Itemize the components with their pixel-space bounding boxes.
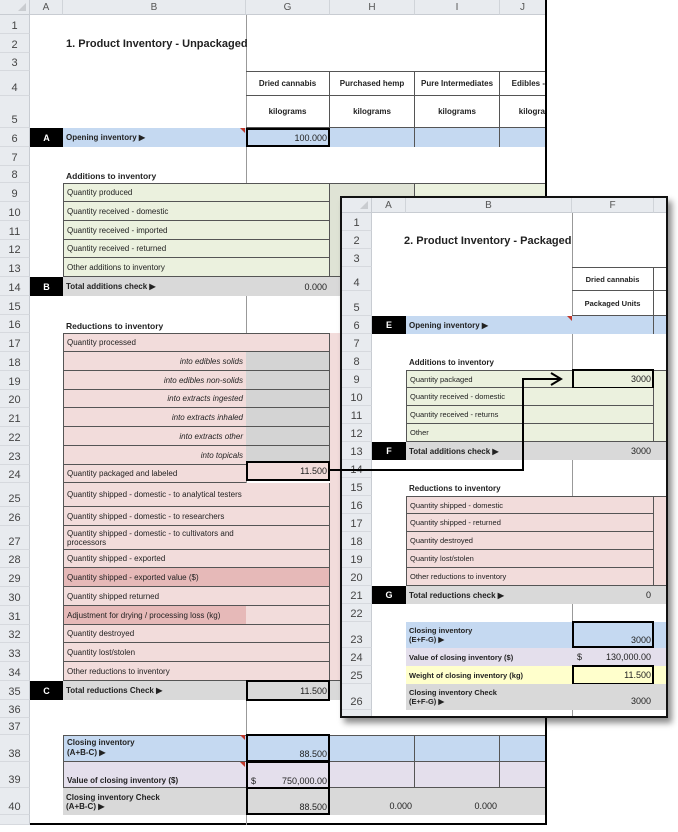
reduction-input[interactable] [572, 550, 654, 568]
reduction-input[interactable] [246, 352, 330, 371]
closing-value-edibles[interactable] [500, 762, 545, 788]
closing-inventory-value: 3000 [572, 621, 654, 648]
quantity-packaged-labeled-value[interactable]: 11.500 [246, 461, 330, 481]
row-header[interactable]: 4 [342, 267, 372, 291]
closing-inventory-edibles [500, 735, 545, 762]
closing-weight-value[interactable]: 11.500 [572, 665, 654, 685]
row-header[interactable]: 15 [0, 296, 30, 315]
closing-inventory-label [63, 735, 246, 762]
addition-input[interactable] [246, 183, 330, 202]
product-header-partial [654, 267, 668, 291]
reduction-sublabel: into topicals [63, 446, 246, 465]
closing-check-intermediates: 0.000 [415, 788, 500, 815]
marker-e: E [372, 316, 406, 334]
addition-input[interactable] [572, 388, 654, 406]
closing-value-intermediates[interactable] [415, 762, 500, 788]
row-header[interactable]: 32 [0, 625, 30, 643]
row-header[interactable]: 35 [0, 681, 30, 700]
row-header[interactable]: 22 [0, 427, 30, 446]
additions-heading: Additions to inventory [66, 170, 157, 181]
closing-inventory-label-line2: (A+B-C) ▶ [67, 747, 106, 757]
reduction-label: Quantity shipped - returned [406, 514, 572, 532]
unit-header: kilograms [330, 96, 415, 128]
row-header[interactable]: 19 [0, 371, 30, 390]
opening-inventory-edibles[interactable] [500, 128, 545, 147]
page-title: 1. Product Inventory - Unpackaged [66, 38, 248, 50]
col-header-b[interactable]: B [63, 0, 246, 15]
addition-label: Quantity received - returned [63, 240, 246, 258]
row-header[interactable]: 26 [342, 684, 372, 710]
closing-inventory-hemp [330, 735, 415, 762]
reduction-input[interactable] [246, 643, 330, 662]
reductions-heading: Reductions to inventory [66, 320, 164, 331]
row-header[interactable]: 36 [0, 700, 30, 718]
opening-inventory-dried-cannabis[interactable]: 100.000 [246, 128, 330, 147]
addition-label: Quantity received - imported [63, 221, 246, 240]
col-header-j[interactable]: J [500, 0, 545, 15]
reduction-label: Quantity shipped - exported value ($) [63, 568, 246, 587]
row-header[interactable]: 22 [342, 604, 372, 622]
opening-inventory-next[interactable] [654, 316, 668, 334]
addition-label: Quantity packaged [406, 370, 572, 388]
page-title: 2. Product Inventory - Packaged [404, 235, 572, 247]
currency-symbol: $ [577, 652, 583, 662]
closing-weight-next[interactable] [654, 666, 668, 684]
row-header[interactable]: 5 [342, 291, 372, 316]
reduction-sublabel: into extracts inhaled [63, 408, 246, 427]
closing-inventory-label [406, 622, 572, 648]
closing-weight-label: Weight of closing inventory (kg) [406, 666, 572, 684]
reduction-label: Adjustment for drying / processing loss (kg) [63, 606, 246, 625]
total-reductions-value: 0 [572, 586, 654, 604]
row-header[interactable]: 9 [0, 183, 30, 202]
closing-value-next[interactable] [654, 648, 668, 666]
row-header[interactable]: 15 [342, 478, 372, 496]
reduction-input[interactable] [246, 550, 330, 568]
row-header[interactable]: 25 [0, 483, 30, 507]
row-header[interactable]: 38 [0, 735, 30, 762]
closing-check-edibles [500, 788, 545, 815]
reduction-input[interactable] [572, 514, 654, 532]
reduction-input[interactable] [246, 606, 330, 625]
row-header[interactable]: 1 [342, 213, 372, 231]
closing-value-cell[interactable] [246, 761, 330, 789]
row-header[interactable]: 10 [342, 388, 372, 406]
row-header[interactable]: 3 [0, 53, 30, 71]
row-header[interactable]: 17 [0, 333, 30, 352]
closing-inventory-label-line1: Closing inventory [67, 738, 135, 748]
row-header[interactable]: 8 [0, 166, 30, 183]
row-header[interactable]: 10 [0, 202, 30, 221]
row-header[interactable]: 7 [0, 147, 30, 166]
reduction-input[interactable] [572, 568, 654, 586]
opening-inventory-value[interactable] [572, 316, 654, 334]
reduction-sublabel: into extracts other [63, 427, 246, 446]
col-header-a[interactable]: A [30, 0, 63, 15]
addition-label: Quantity produced [63, 183, 246, 202]
quantity-packaged-value[interactable]: 3000 [572, 369, 654, 389]
reduction-input-next[interactable] [654, 496, 668, 586]
reduction-input[interactable] [246, 427, 330, 446]
row-header[interactable]: 17 [342, 514, 372, 532]
opening-inventory-label: Opening inventory ▶ [63, 128, 246, 147]
row-header[interactable]: 24 [342, 648, 372, 666]
marker-g: G [372, 586, 406, 604]
closing-check-label-line2: (E+F-G) ▶ [409, 697, 445, 706]
comment-indicator[interactable] [240, 762, 245, 767]
reduction-label: Quantity packaged and labeled [63, 465, 246, 483]
closing-value-hemp[interactable] [330, 762, 415, 788]
row-header[interactable]: 21 [0, 408, 30, 427]
row-header[interactable]: 14 [0, 277, 30, 296]
product-header: Edibles - [500, 71, 545, 96]
total-reductions-label: Total reductions Check ▶ [63, 681, 246, 700]
reduction-input[interactable] [246, 568, 330, 587]
additions-heading: Additions to inventory [409, 358, 494, 367]
reduction-label: Quantity shipped returned [63, 587, 246, 606]
col-header-a[interactable]: A [372, 198, 406, 213]
row-header[interactable]: 21 [342, 586, 372, 604]
addition-label: Quantity received - domestic [406, 388, 572, 406]
row-header[interactable]: 12 [0, 240, 30, 258]
row-header[interactable]: 11 [342, 406, 372, 424]
currency-symbol: $ [251, 776, 257, 786]
row-header[interactable]: 2 [0, 34, 30, 53]
reduction-label: Quantity destroyed [406, 532, 572, 550]
col-header-b[interactable]: B [406, 198, 572, 213]
reduction-input[interactable] [246, 662, 330, 681]
unit-header-partial [654, 291, 668, 316]
row-header[interactable]: 25 [342, 666, 372, 684]
closing-value-cell[interactable] [572, 648, 654, 666]
row-header[interactable]: 30 [0, 587, 30, 606]
closing-check-dried-cannabis: 88.500 [246, 787, 330, 815]
row-header[interactable]: 13 [342, 442, 372, 460]
row-header[interactable] [0, 815, 30, 825]
row-header[interactable]: 23 [342, 622, 372, 648]
select-all-corner[interactable] [0, 0, 30, 15]
row-header[interactable]: 27 [0, 526, 30, 550]
row-header[interactable]: 8 [342, 352, 372, 370]
addition-input[interactable] [246, 258, 330, 277]
row-header[interactable]: 33 [0, 643, 30, 662]
closing-check-label [406, 684, 572, 710]
row-header[interactable]: 11 [0, 221, 30, 240]
row-header[interactable]: 19 [342, 550, 372, 568]
closing-inventory-label-line1: Closing inventory [409, 626, 473, 635]
col-header-g[interactable]: G [246, 0, 330, 15]
closing-check-label [63, 788, 246, 815]
col-header-g[interactable] [654, 198, 668, 213]
addition-input[interactable] [572, 406, 654, 424]
marker-f: F [372, 442, 406, 460]
total-reductions-label: Total reductions check ▶ [406, 586, 572, 604]
addition-label: Quantity received - domestic [63, 202, 246, 221]
row-header[interactable]: 18 [342, 532, 372, 550]
opening-inventory-label: Opening inventory ▶ [406, 316, 572, 334]
col-header-f[interactable]: F [572, 198, 654, 213]
reduction-input[interactable] [246, 526, 330, 550]
addition-input[interactable] [246, 240, 330, 258]
row-header[interactable]: 6 [342, 316, 372, 334]
row-header[interactable]: 29 [0, 568, 30, 587]
addition-input[interactable] [246, 202, 330, 221]
closing-check-value: 3000 [572, 684, 654, 710]
reduction-input[interactable] [246, 507, 330, 526]
row-header[interactable]: 7 [342, 334, 372, 352]
row-header[interactable]: 5 [0, 96, 30, 128]
closing-inventory-value: 88.500 [246, 734, 330, 762]
reduction-input[interactable] [246, 371, 330, 390]
product-header: Dried cannabis [246, 71, 330, 96]
row-header[interactable]: 31 [0, 606, 30, 625]
reduction-label: Other reductions to inventory [63, 662, 246, 681]
reduction-input[interactable] [246, 333, 330, 352]
row-header[interactable]: 24 [0, 465, 30, 483]
closing-value-label: Value of closing inventory ($) [406, 648, 572, 666]
reduction-input[interactable] [246, 587, 330, 606]
closing-inventory-intermediates [415, 735, 500, 762]
row-header[interactable]: 23 [0, 446, 30, 465]
reduction-sublabel: into edibles non-solids [63, 371, 246, 390]
closing-value-amount: 130,000.00 [605, 652, 651, 662]
unit-header: kilogra [500, 96, 545, 128]
closing-check-hemp: 0.000 [330, 788, 415, 815]
total-reductions-value: 11.500 [246, 680, 330, 701]
row-header[interactable] [342, 710, 372, 718]
reduction-label: Quantity processed [63, 333, 246, 352]
reduction-label: Other reductions to inventory [406, 568, 572, 586]
closing-check-next [654, 684, 668, 710]
total-additions-label: Total additions check ▶ [63, 277, 246, 296]
opening-inventory-intermediates[interactable] [415, 128, 500, 147]
closing-value-amount: 750,000.00 [281, 776, 327, 786]
total-additions-value: 3000 [572, 442, 654, 460]
marker-b: B [30, 277, 63, 296]
row-header[interactable]: 2 [342, 231, 372, 249]
row-header[interactable]: 4 [0, 71, 30, 96]
col-header-i[interactable]: I [415, 0, 500, 15]
row-header[interactable]: 28 [0, 550, 30, 568]
col-header-h[interactable]: H [330, 0, 415, 15]
addition-label: Quantity received - returns [406, 406, 572, 424]
row-header[interactable]: 13 [0, 258, 30, 277]
reduction-input[interactable] [246, 625, 330, 643]
product-header: Dried cannabis [572, 267, 654, 291]
total-additions-value: 0.000 [246, 277, 330, 296]
reduction-input[interactable] [246, 483, 330, 507]
opening-inventory-hemp[interactable] [330, 128, 415, 147]
reduction-label: Quantity shipped - domestic - to analytical testers [63, 483, 246, 507]
addition-input-next[interactable] [654, 370, 668, 442]
row-header[interactable]: 26 [0, 507, 30, 526]
row-header[interactable]: 6 [0, 128, 30, 147]
addition-input[interactable] [572, 424, 654, 442]
total-reductions-next [654, 586, 668, 604]
reduction-label: Quantity shipped - domestic - to cultivators and processors [63, 526, 246, 550]
unit-header: kilograms [415, 96, 500, 128]
closing-check-label-line1: Closing inventory Check [66, 792, 160, 802]
row-header[interactable]: 18 [0, 352, 30, 371]
addition-input[interactable] [246, 221, 330, 240]
sheet-packaged [340, 196, 668, 718]
total-additions-label: Total additions check ▶ [406, 442, 572, 460]
reduction-input[interactable] [572, 532, 654, 550]
closing-check-label-line2: (A+B-C) ▶ [66, 801, 105, 811]
row-header[interactable]: 34 [0, 662, 30, 681]
reduction-label: Quantity shipped - domestic - to researchers [63, 507, 246, 526]
row-header[interactable]: 37 [0, 718, 30, 735]
row-header[interactable]: 16 [0, 315, 30, 333]
marker-c: C [30, 681, 63, 700]
closing-value-label: Value of closing inventory ($) [63, 762, 246, 788]
addition-label: Other [406, 424, 572, 442]
reduction-input[interactable] [246, 390, 330, 408]
reduction-label: Quantity destroyed [63, 625, 246, 643]
closing-check-label-line1: Closing inventory Check [409, 688, 497, 697]
row-header[interactable]: 20 [342, 568, 372, 586]
reduction-sublabel: into edibles solids [63, 352, 246, 371]
unit-header: kilograms [246, 96, 330, 128]
product-header: Pure Intermediates [415, 71, 500, 96]
reductions-heading: Reductions to inventory [409, 484, 501, 493]
total-additions-next [654, 442, 668, 460]
closing-inventory-next [654, 622, 668, 648]
addition-label: Other additions to inventory [63, 258, 246, 277]
row-header[interactable]: 14 [342, 460, 372, 478]
row-header[interactable]: 39 [0, 762, 30, 788]
row-header[interactable]: 9 [342, 370, 372, 388]
reduction-input[interactable] [572, 496, 654, 514]
row-header[interactable]: 1 [0, 15, 30, 34]
reduction-sublabel: into extracts ingested [63, 390, 246, 408]
row-header[interactable]: 3 [342, 249, 372, 267]
reduction-label: Quantity lost/stolen [63, 643, 246, 662]
reduction-input[interactable] [246, 408, 330, 427]
reduction-label: Quantity lost/stolen [406, 550, 572, 568]
row-header[interactable]: 16 [342, 496, 372, 514]
closing-inventory-label-line2: (E+F-G) ▶ [409, 635, 445, 644]
row-header[interactable]: 40 [0, 788, 30, 815]
product-header: Purchased hemp [330, 71, 415, 96]
reduction-label: Quantity shipped - exported [63, 550, 246, 568]
select-all-corner[interactable] [342, 198, 372, 213]
marker-a: A [30, 128, 63, 147]
comment-indicator[interactable] [240, 735, 245, 740]
reduction-label: Quantity shipped - domestic [406, 496, 572, 514]
comment-indicator[interactable] [240, 128, 245, 133]
row-header[interactable]: 12 [342, 424, 372, 442]
row-header[interactable]: 20 [0, 390, 30, 408]
unit-header: Packaged Units [572, 291, 654, 316]
